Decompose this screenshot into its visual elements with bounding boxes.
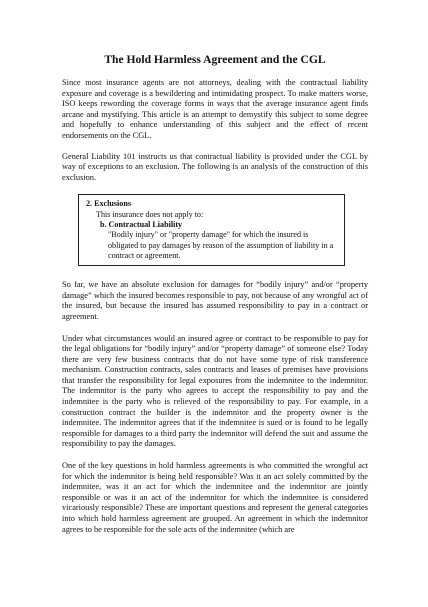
document-title: The Hold Harmless Agreement and the CGL [104, 53, 326, 66]
exclusion-excerpt-box [78, 194, 345, 266]
key-questions-paragraph: One of the key questions in hold harmless agreements is who committed the wrongful act for which the indemnitor is being held responsible? Was it an act solely committed by the indemnitee, was it an act for which the indemnitee and the indemnitor are jointly responsible or was it an act of the indemnitor for which the indemnitee is considered vicariously responsible? These are important questions and represent the general categories into which hold harmless agreement are grouped. An agreement in which the indemnitor agrees to be responsible for the sole acts of the indemnitee (which are [62, 461, 368, 534]
document-page [0, 53, 428, 607]
circumstances-paragraph: Under what circumstances would an insured agree or contract to be responsible to pay for the legal obligations for “bodily injury” and/or “property damage” of someone else? Today there are very few business contracts that do not have some type of risk transference mechanism. Construction contracts, sales contracts and leases of premises have provisions that transfer the responsibility for legal exposures from the indemnitee to the indemnitor. The indemnitor is the party who agrees to accept the responsibility to pay and the indemnitee is the party who is relieved of the responsibility to pay. For example, in a construction contract the builder is the indemnitor and the property owner is the indemnitee. The indemnitor agrees that if the indemnitee is sued or is found to be legally responsible for damages to a third party the indemnitor will defend the suit and assume the responsibility to pay the damages. [62, 333, 368, 449]
excerpt-heading: 2. Exclusions [86, 199, 131, 209]
intro-paragraph: Since most insurance agents are not attorneys, dealing with the contractual liability exposure and coverage is a bewildering and intimidating prospect. To make matters worse, ISO keeps rewording the coverage forms in ways that the average insurance agent finds arcane and mystifying. This article is an attempt to demystify this subject to some degree and hopefully to enhance understanding of this subject and the effect of recent endorsements on the CGL. [62, 78, 368, 140]
absolute-exclusion-paragraph: So far, we have an absolute exclusion for damages for “bodily injury” and/or “property damage” which the insured becomes responsible to pay, not because of any wrongful act of the insured, but because the insured has assumed responsibility to pay in a contract or agreement. [62, 280, 368, 321]
gl101-paragraph: General Liability 101 instructs us that contractual liability is provided under the CGL by way of exceptions to an exclusion. The following is an analysis of the construction of this exclusion. [62, 151, 368, 182]
excerpt-item-label: b. Contractual Liability [100, 219, 183, 229]
excerpt-item-text: "Bodily injury" or "property damage" for which the insured is obligated to pay damages by reason of the assumption of liability in a contract or agreement. [108, 230, 334, 260]
excerpt-intro: This insurance does not apply to: [96, 209, 204, 219]
